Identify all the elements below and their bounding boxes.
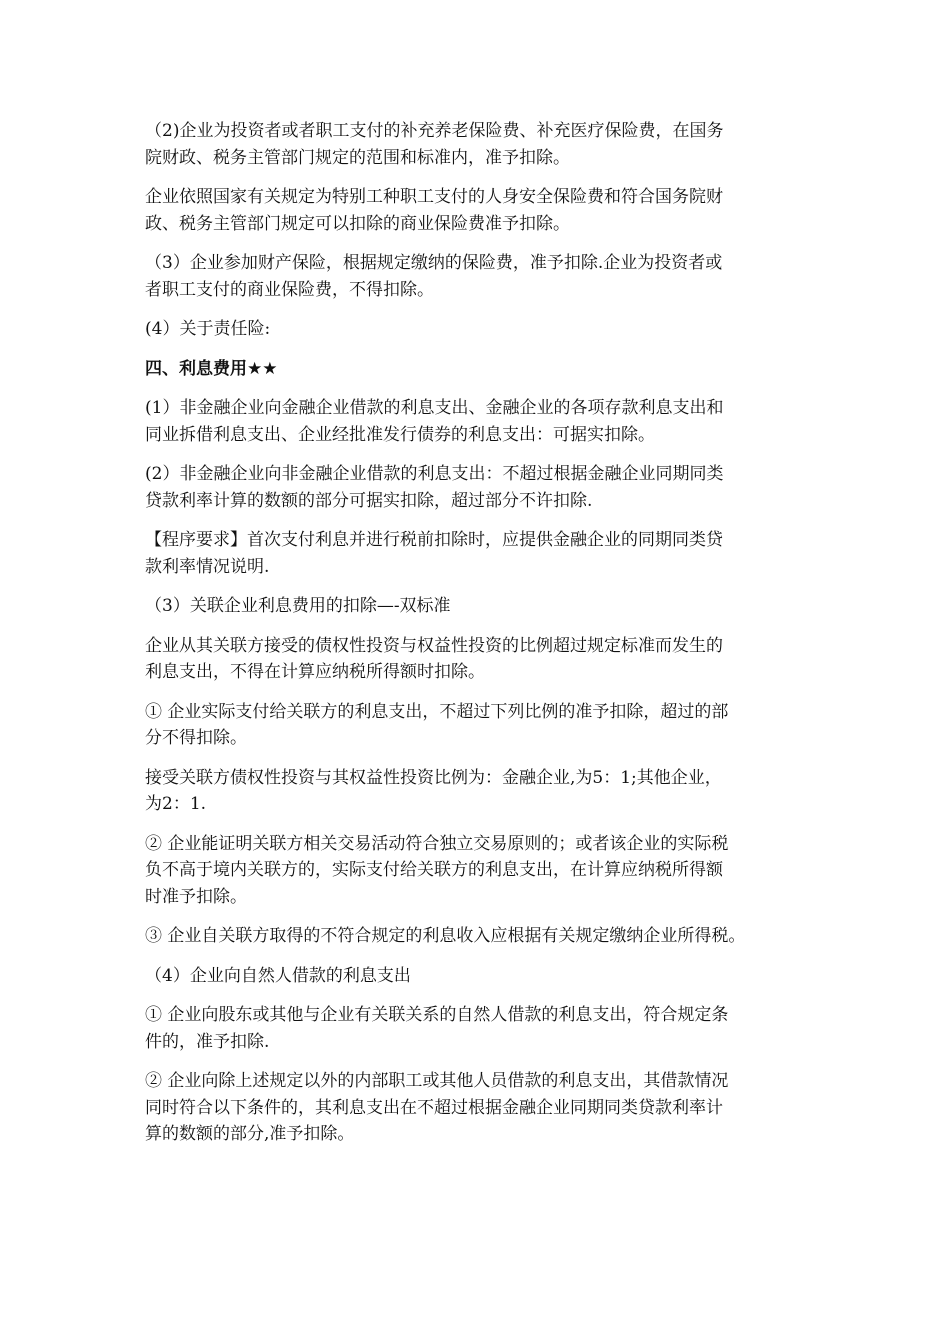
paragraph-liability-insurance: (4）关于责任险: [145, 319, 271, 339]
paragraph-item-1-actual-interest: ① 企业实际支付给关联方的利息支出，不超过下列比例的准予扣除，超过的部 分不得扣除。 [145, 701, 729, 748]
paragraph-property-insurance: （3）企业参加财产保险，根据规定缴纳的保险费，准予扣除.企业为投资者或 者职工支付的商业保险费，不得扣除。 [145, 253, 723, 300]
paragraph-item-3-interest-income: ③ 企业自关联方取得的不符合规定的利息收入应根据有关规定缴纳企业所得税。 [145, 926, 746, 946]
document-body [145, 118, 825, 1161]
paragraph-special-worker-insurance: 企业依照国家有关规定为特别工种职工支付的人身安全保险费和符合国务院财 政、税务主管部门规定可以扣除的商业保险费准予扣除。 [145, 187, 723, 234]
paragraph-financial-loan-interest: (1）非金融企业向金融企业借款的利息支出、金融企业的各项存款利息支出和 同业拆借利息支出、企业经批准发行债券的利息支出：可据实扣除。 [145, 398, 724, 445]
paragraph-nonfinancial-loan-interest: (2）非金融企业向非金融企业借款的利息支出：不超过根据金融企业同期同类 贷款利率计算的数额的部分可据实扣除，超过部分不许扣除. [145, 464, 724, 511]
paragraph-item-2-arms-length: ② 企业能证明关联方相关交易活动符合独立交易原则的；或者该企业的实际税 负不高于境内关联方的，实际支付给关联方的利息支出，在计算应纳税所得额 时准予扣除。 [145, 833, 729, 907]
paragraph-supplementary-insurance: （2)企业为投资者或者职工支付的补充养老保险费、补充医疗保险费，在国务 院财政、税务主管部门规定的范围和标准内，准予扣除。 [145, 121, 724, 168]
paragraph-debt-equity-ratio: 企业从其关联方接受的债权性投资与权益性投资的比例超过规定标准而发生的 利息支出，不得在计算应纳税所得额时扣除。 [145, 635, 723, 682]
paragraph-employee-loans: ② 企业向除上述规定以外的内部职工或其他人员借款的利息支出，其借款情况 同时符合以下条件的，其利息支出在不超过根据金融企业同期同类贷款利率计 算的数额的部分,准予扣除。 [145, 1071, 729, 1144]
paragraph-procedure-requirement: 【程序要求】首次支付利息并进行税前扣除时，应提供金融企业的同期同类贷 款利率情况说明. [145, 530, 723, 577]
paragraph-related-party-dual-standard: （3）关联企业利息费用的扣除—-双标准 [145, 596, 451, 616]
paragraph-natural-person-loans: （4）企业向自然人借款的利息支出 [145, 965, 411, 986]
paragraph-shareholder-loans: ① 企业向股东或其他与企业有关联关系的自然人借款的利息支出，符合规定条 件的，准予扣除. [145, 1005, 729, 1052]
paragraph-ratio-standards: 接受关联方债权性投资与其权益性投资比例为：金融企业,为5：1;其他企业， 为2：1. [145, 767, 722, 814]
section-heading-interest-expense: 四、利息费用★★ [145, 358, 278, 379]
